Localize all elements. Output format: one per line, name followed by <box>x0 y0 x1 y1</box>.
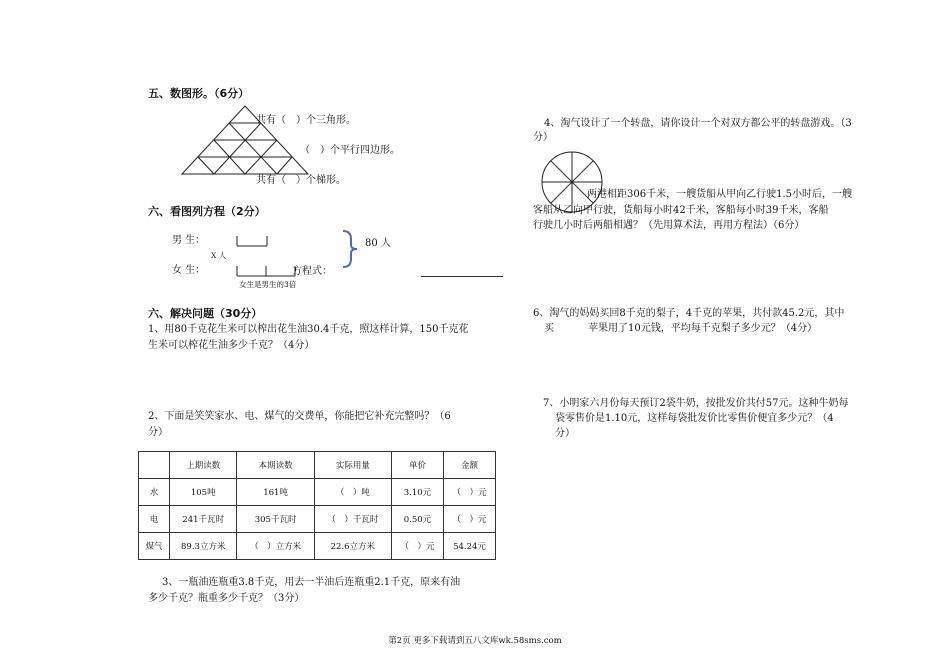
q2-line2: 分） <box>148 427 168 438</box>
table-header-cell: 上期读数 <box>170 452 237 479</box>
boys-bar <box>236 234 268 248</box>
table-header-cell: 实际用量 <box>314 452 391 479</box>
q6-line1: 6、淘气的妈妈买回8千克的梨子，4千克的苹果，共付款45.2元，其中 <box>533 308 845 319</box>
q7-line1: 7、小明家六月份每天预订2袋牛奶，按批发价共付57元。这种牛奶每 <box>543 398 849 409</box>
table-header-cell: 本期读数 <box>237 452 314 479</box>
table-cell: 煤气 <box>139 533 170 560</box>
table-row-electricity <box>139 506 496 533</box>
table-cell: 54.24元 <box>443 533 495 560</box>
table-cell: （ ）元 <box>443 479 495 506</box>
curly-brace-icon <box>339 229 359 269</box>
table-cell: 水 <box>139 479 170 506</box>
q5-line2: 客船从乙向甲行驶，货船每小时42千米，客船每小时39千米，客船 <box>533 205 829 216</box>
q3-line2: 多少千克？瓶重多少千克？（3分） <box>148 593 305 604</box>
girls-label: 女 生： <box>172 265 206 276</box>
table-cell: （ ）立方米 <box>237 533 314 560</box>
q5-line3: 行驶几小时后两船相遇？（先用算术法，再用方程法）（6分） <box>533 220 805 231</box>
q7-line2: 袋零售价是1.10元，这样每袋批发价比零售价便宜多少元？（4 <box>555 413 834 424</box>
table-cell: （ ）元 <box>443 506 495 533</box>
q5-line1: 两港相距306千米，一艘货船从甲向乙行驶1.5小时后，一艘 <box>587 189 852 200</box>
page-footer: 第2页 更多下载请到五八文库wk.58sms.com <box>388 636 562 646</box>
table-row-gas <box>139 533 496 560</box>
q6-line2a: 买 <box>544 323 554 334</box>
q3-line1: 3、一瓶油连瓶重3.8千克，用去一半油后连瓶重2.1千克，原来有油 <box>162 577 461 588</box>
table-row-water <box>139 479 496 506</box>
section6b-title: 六、解决问题（30分） <box>148 307 263 320</box>
table-cell: 305千瓦时 <box>237 506 314 533</box>
q1-line1: 1、用80千克花生米可以榨出花生油30.4千克，照这样计算，150千克花 <box>148 324 469 335</box>
boys-label: 男 生： <box>172 235 206 246</box>
total-label: 80 人 <box>365 238 391 249</box>
equation-label: 方程式： <box>292 266 332 277</box>
table-cell: 105吨 <box>170 479 237 506</box>
table-cell: 0.50元 <box>391 506 443 533</box>
table-header-cell <box>139 452 170 479</box>
section5-title: 五、数图形。（6分） <box>148 87 250 100</box>
table-cell: 89.3立方米 <box>170 533 237 560</box>
table-cell: （ ）吨 <box>314 479 391 506</box>
table-cell: 241千瓦时 <box>170 506 237 533</box>
q6-line2b: 苹果用了10元钱，平均每千克梨子多少元？（4分） <box>588 323 818 334</box>
table-cell: （ ）千瓦时 <box>314 506 391 533</box>
table-cell: 22.6立方米 <box>314 533 391 560</box>
x-people-label: X 人 <box>211 251 227 260</box>
girls-bar <box>236 264 296 278</box>
q-trapezoids: 共有（ ）个梯形。 <box>256 175 346 186</box>
q-triangles: 共有（ ）个三角形。 <box>256 115 356 126</box>
equation-answer-line <box>421 276 503 277</box>
table-cell: 161吨 <box>237 479 314 506</box>
table-cell: 电 <box>139 506 170 533</box>
fee-table <box>138 451 496 560</box>
relation-note: 女生是男生的3倍 <box>239 280 297 289</box>
q4-line2: 分） <box>533 132 553 143</box>
q-parallelograms: （ ）个平行四边形。 <box>300 145 400 156</box>
table-cell: （ ）元 <box>391 533 443 560</box>
table-header-cell: 单价 <box>391 452 443 479</box>
section6a-title: 六、看图列方程（2分） <box>148 205 266 218</box>
q4-line1: 4、淘气设计了一个转盘，请你设计一个对双方都公平的转盘游戏。（3 <box>544 118 852 129</box>
q7-line3: 分） <box>555 428 575 439</box>
table-cell: 3.10元 <box>391 479 443 506</box>
table-header-row <box>139 452 496 479</box>
q1-line2: 生米可以榨花生油多少千克？（4分） <box>148 340 315 351</box>
q2-line1: 2、下面是笑笑家水、电、煤气的交费单，你能把它补充完整吗？（6 <box>148 411 451 422</box>
table-header-cell: 金额 <box>443 452 495 479</box>
